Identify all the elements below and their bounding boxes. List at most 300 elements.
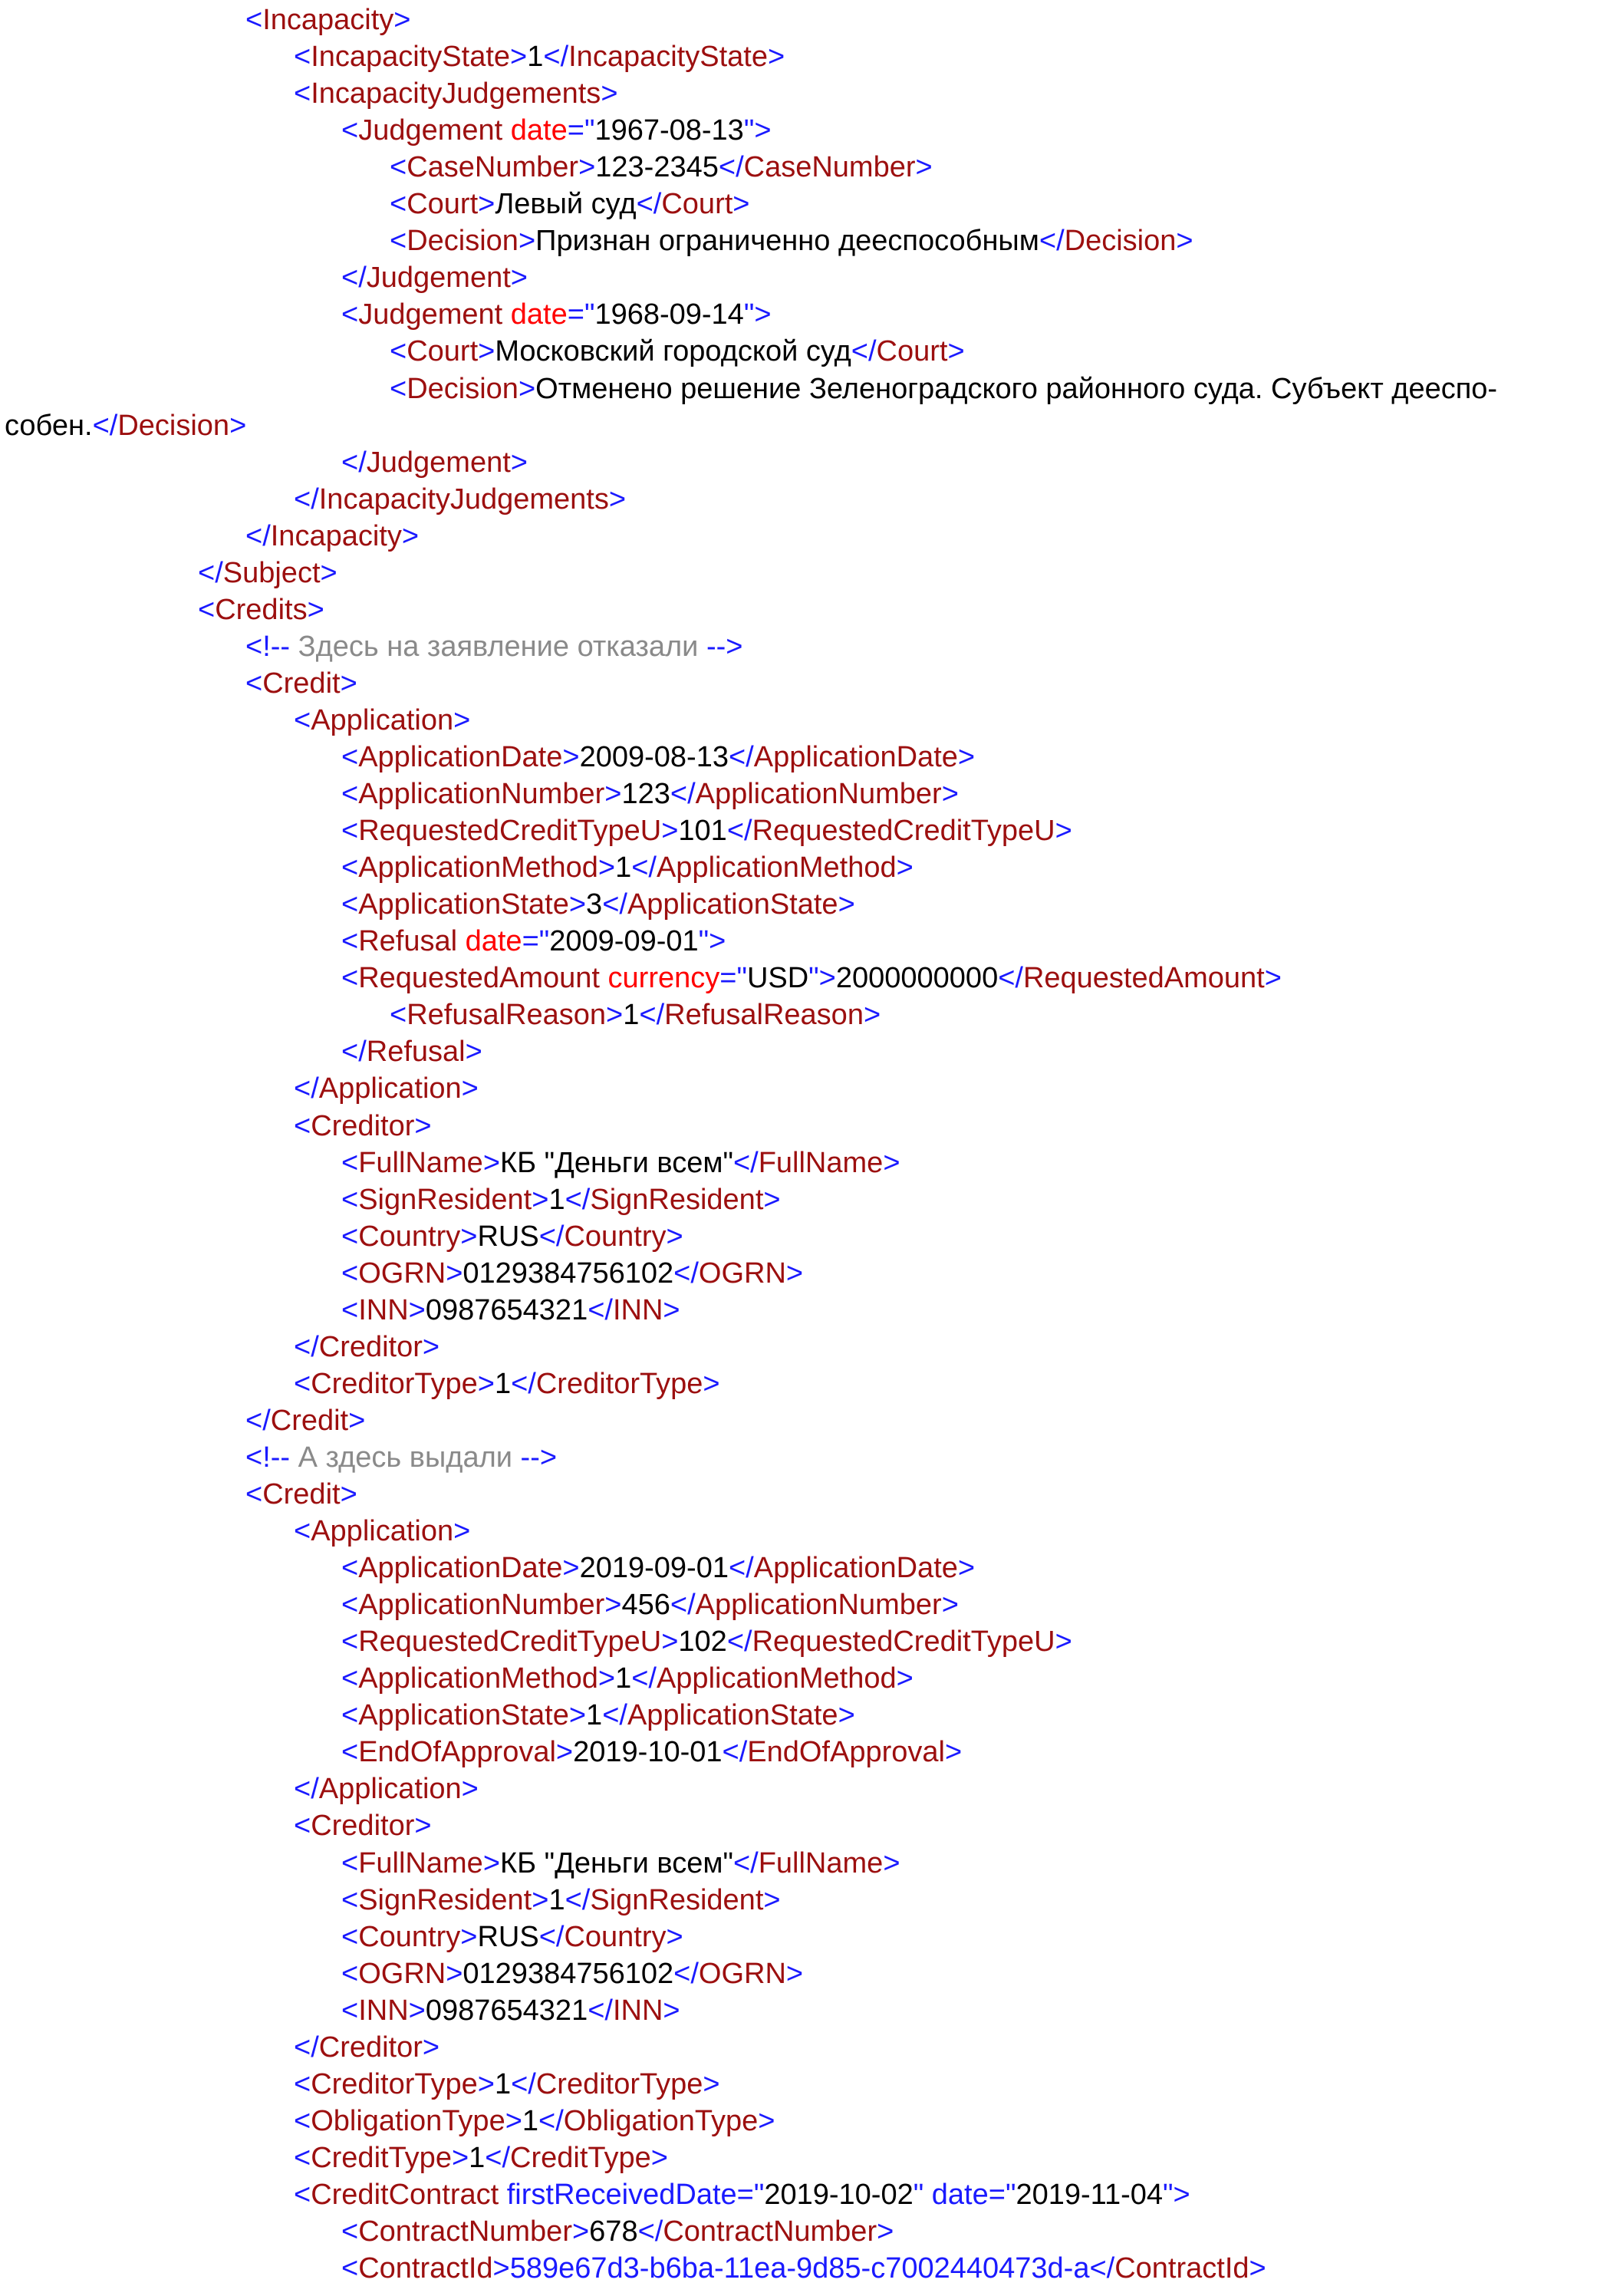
xml-punctuation: > (340, 1478, 357, 1510)
code-line (0, 186, 1623, 222)
xml-punctuation: > (915, 151, 933, 184)
xml-punctuation: <!-- (245, 1441, 291, 1474)
xml-punctuation: > (838, 1699, 855, 1732)
xml-tag-name: Country (358, 1220, 461, 1253)
xml-value: 1967-08-13 (594, 114, 744, 147)
xml-value: 0987654321 (425, 1293, 588, 1326)
xml-punctuation: > (453, 703, 471, 736)
code-line (0, 2066, 1623, 2103)
xml-punctuation: > (598, 1662, 616, 1695)
xml-tag-name: Application (318, 1773, 462, 1806)
xml-value: 1 (615, 852, 632, 884)
xml-punctuation: </ (565, 1183, 591, 1216)
xml-punctuation: </ (732, 1846, 759, 1879)
xml-punctuation: > (461, 1072, 479, 1105)
xml-punctuation: > (578, 151, 596, 184)
xml-punctuation: < (341, 2252, 359, 2285)
xml-tag-name: Credits (215, 593, 308, 626)
code-line (0, 407, 1623, 444)
xml-tag-name: ApplicationState (358, 888, 569, 921)
xml-punctuation: </ (294, 1072, 319, 1105)
xml-punctuation: < (198, 593, 216, 626)
xml-value: 678 (589, 2215, 638, 2248)
xml-tag-name: Creditor (311, 1109, 415, 1142)
xml-value: 2009-08-13 (579, 741, 729, 773)
xml-punctuation: < (341, 1957, 359, 1990)
xml-punctuation: > (461, 1773, 479, 1806)
xml-punctuation: </ (565, 1883, 591, 1916)
xml-tag-name: CreditorType (535, 1367, 703, 1400)
xml-value: 589e67d3-b6ba-11ea-9d85-c7002440473d-a (509, 2252, 1090, 2285)
xml-punctuation: > (571, 2215, 590, 2248)
xml-value: 2019-09-01 (579, 1552, 729, 1585)
xml-punctuation: =" (567, 114, 595, 147)
xml-value: КБ "Деньги всем" (500, 1146, 733, 1179)
xml-tag-name: IncapacityJudgements (318, 483, 609, 516)
xml-punctuation: </ (511, 1367, 536, 1400)
xml-tag-name: Application (311, 1515, 454, 1548)
xml-punctuation: =" (719, 962, 747, 995)
xml-tag-name: Judgement (366, 262, 511, 295)
code-line (0, 665, 1623, 702)
xml-punctuation: < (341, 1883, 359, 1916)
xml-tag-name: FullName (358, 1846, 483, 1879)
xml-tag-name: Creditor (318, 2031, 423, 2064)
code-line (0, 149, 1623, 186)
xml-value: 101 (678, 815, 727, 848)
xml-value: 2019-10-01 (573, 1736, 723, 1769)
xml-tag-name: Decision (117, 409, 230, 442)
xml-punctuation: </ (538, 1920, 565, 1953)
xml-tag-name: ApplicationMethod (656, 852, 897, 884)
code-line (0, 1145, 1623, 1181)
xml-punctuation: > (944, 1736, 963, 1769)
xml-punctuation: > (763, 1183, 781, 1216)
xml-punctuation: > (957, 1552, 976, 1585)
code-line (0, 1033, 1623, 1070)
xml-tag-name: Court (407, 188, 479, 221)
xml-punctuation: < (341, 1146, 359, 1179)
xml-tag-name: ContractNumber (663, 2215, 877, 2248)
code-line (0, 1955, 1623, 1992)
xml-punctuation: </ (294, 1330, 319, 1363)
code-line (0, 1623, 1623, 1660)
xml-punctuation: < (294, 1367, 311, 1400)
xml-punctuation: < (341, 1994, 359, 2027)
xml-punctuation: "> (743, 298, 772, 331)
xml-tag-name: CreditorType (311, 2067, 478, 2100)
xml-punctuation: > (703, 2067, 720, 2100)
xml-punctuation: < (341, 1589, 359, 1622)
code-line (0, 849, 1623, 886)
xml-value: Отменено решение Зеленоградского районного суда. Субъект дееспо- (535, 372, 1498, 405)
xml-punctuation: </ (602, 1699, 627, 1732)
xml-punctuation: < (294, 77, 311, 110)
xml-punctuation: > (532, 1183, 549, 1216)
xml-value: 0987654321 (425, 1994, 588, 2027)
xml-tag-name: CaseNumber (743, 151, 916, 184)
xml-punctuation: > (307, 593, 324, 626)
xml-tag-name: Country (564, 1220, 667, 1253)
xml-punctuation: < (341, 1699, 359, 1732)
xml-tag-name: OGRN (358, 1257, 446, 1290)
xml-punctuation: < (341, 1736, 359, 1769)
xml-tag-name: OGRN (358, 1957, 446, 1990)
xml-tag-name: Application (318, 1072, 462, 1105)
xml-punctuation: < (341, 962, 359, 995)
xml-punctuation: > (1176, 225, 1193, 258)
xml-punctuation: < (390, 225, 407, 258)
xml-punctuation: > (477, 2067, 495, 2100)
xml-tag-name: ApplicationState (627, 1699, 838, 1732)
xml-tag-name: Country (564, 1920, 667, 1953)
xml-punctuation: < (294, 1109, 311, 1142)
xml-tag-name: ContractId (358, 2252, 493, 2285)
code-line (0, 628, 1623, 665)
xml-tag-name: ApplicationNumber (695, 1589, 942, 1622)
xml-punctuation: > (785, 1257, 804, 1290)
xml-punctuation: < (341, 2215, 359, 2248)
xml-value: 1 (469, 2141, 486, 2174)
xml-punctuation: <!-- (245, 630, 291, 663)
code-line (0, 2250, 1623, 2287)
code-line (0, 1476, 1623, 1513)
xml-tag-name: Incapacity (262, 4, 394, 36)
xml-punctuation: > (477, 1367, 495, 1400)
xml-tag-name: ApplicationDate (753, 1552, 958, 1585)
xml-value: 1 (548, 1183, 565, 1216)
xml-punctuation: </ (538, 2104, 564, 2137)
xml-value: 1 (494, 1367, 512, 1400)
xml-tag-name: Decision (407, 372, 519, 405)
xml-tag-name: Credit (270, 1404, 349, 1437)
xml-value: RUS (477, 1220, 539, 1253)
xml-tag-name: INN (612, 1994, 663, 2027)
xml-value: USD (746, 962, 809, 995)
xml-punctuation: > (601, 77, 618, 110)
xml-punctuation: < (341, 1920, 359, 1953)
xml-tag-name: SignResident (590, 1883, 764, 1916)
xml-tag-name: RefusalReason (407, 999, 607, 1032)
code-line (0, 1255, 1623, 1292)
xml-punctuation: > (604, 778, 622, 811)
xml-tag-name: ApplicationNumber (358, 778, 605, 811)
xml-tag-name: OGRN (698, 1957, 786, 1990)
xml-value: 1 (615, 1662, 632, 1695)
code-line (0, 1402, 1623, 1439)
xml-punctuation: > (482, 1846, 501, 1879)
xml-tag-name: ApplicationMethod (656, 1662, 897, 1695)
xml-punctuation: > (767, 41, 785, 74)
xml-punctuation: < (341, 741, 359, 773)
xml-tag-name: SignResident (358, 1183, 532, 1216)
xml-punctuation: > (340, 667, 357, 700)
xml-punctuation: > (863, 999, 881, 1032)
xml-punctuation: </ (851, 335, 877, 368)
xml-attribute-name: date (510, 114, 568, 147)
xml-punctuation: </ (294, 1773, 319, 1806)
code-line (0, 1992, 1623, 2029)
xml-tag-name: Decision (407, 225, 519, 258)
xml-punctuation: < (341, 1220, 359, 1253)
xml-tag-name: RefusalReason (664, 999, 864, 1032)
xml-punctuation: > (1264, 962, 1282, 995)
xml-tag-name: RequestedCreditTypeU (358, 1626, 662, 1659)
xml-tag-name: ApplicationNumber (695, 778, 942, 811)
xml-tag-name: RequestedCreditTypeU (752, 815, 1055, 848)
xml-attribute-name: currency (607, 962, 720, 995)
xml-punctuation: > (505, 2104, 522, 2137)
xml-punctuation: > (348, 1404, 366, 1437)
xml-value: Признан ограниченно дееспособным (535, 225, 1039, 258)
xml-punctuation: > (941, 1589, 959, 1622)
xml-tag-name: CaseNumber (407, 151, 579, 184)
xml-punctuation: < (341, 1257, 359, 1290)
code-line (0, 996, 1623, 1033)
xml-punctuation: < (294, 2067, 311, 2100)
xml-punctuation: > (568, 888, 587, 921)
xml-tag-name: ApplicationDate (358, 741, 563, 773)
xml-tag-name: IncapacityJudgements (311, 77, 601, 110)
code-line (0, 222, 1623, 259)
xml-punctuation: "> (808, 962, 836, 995)
xml-tag-name: Country (358, 1920, 461, 1953)
xml-punctuation: > (446, 1257, 463, 1290)
code-line (0, 1181, 1623, 1218)
xml-punctuation: < (294, 2141, 311, 2174)
xml-tag-name: CreditType (311, 2141, 452, 2174)
xml-value: 2019-11-04 (1016, 2178, 1163, 2211)
xml-punctuation: </ (245, 519, 271, 552)
xml-punctuation: > (838, 888, 855, 921)
xml-punctuation: </ (631, 1662, 657, 1695)
code-line (0, 444, 1623, 481)
xml-tag-name: Incapacity (270, 519, 402, 552)
xml-punctuation: --> (706, 630, 743, 663)
xml-tag-name: Credit (262, 1478, 341, 1510)
xml-punctuation: < (341, 925, 359, 958)
code-line (0, 1882, 1623, 1919)
xml-punctuation: > (785, 1957, 804, 1990)
xml-tag-name: INN (612, 1293, 663, 1326)
xml-punctuation: </ (198, 556, 223, 589)
xml-punctuation: > (555, 1736, 574, 1769)
xml-punctuation: " (913, 2178, 932, 2211)
xml-punctuation: </ (294, 483, 319, 516)
xml-punctuation: </ (637, 2215, 663, 2248)
xml-punctuation: > (482, 1146, 501, 1179)
xml-punctuation: </ (341, 262, 367, 295)
xml-punctuation: </ (726, 1626, 752, 1659)
code-line (0, 481, 1623, 518)
xml-punctuation: > (414, 1109, 432, 1142)
xml-tag-name: Subject (222, 556, 321, 589)
code-line (0, 1697, 1623, 1734)
xml-punctuation: < (341, 852, 359, 884)
xml-punctuation: < (294, 1810, 311, 1843)
xml-punctuation: > (408, 1994, 426, 2027)
xml-tag-name: ApplicationState (627, 888, 838, 921)
xml-punctuation: > (460, 1220, 478, 1253)
xml-tag-name: OGRN (698, 1257, 786, 1290)
code-line (0, 1365, 1623, 1402)
xml-punctuation: </ (728, 1552, 754, 1585)
xml-value: 0129384756102 (463, 1257, 674, 1290)
xml-punctuation: </ (543, 41, 569, 74)
xml-punctuation: > (666, 1220, 683, 1253)
code-line (0, 112, 1623, 149)
xml-punctuation: > (758, 2104, 775, 2137)
xml-punctuation: </ (341, 1036, 367, 1069)
xml-punctuation: > (453, 1515, 471, 1548)
code-line (0, 1292, 1623, 1329)
xml-value: Московский городской суд (495, 335, 851, 368)
code-line (0, 1807, 1623, 1844)
xml-value: 1 (548, 1883, 565, 1916)
xml-punctuation: </ (294, 2031, 319, 2064)
xml-punctuation: </ (673, 1257, 699, 1290)
xml-punctuation: > (451, 2141, 469, 2174)
code-line (0, 2176, 1623, 2213)
code-line (0, 591, 1623, 628)
code-line (0, 1845, 1623, 1882)
xml-punctuation: > (414, 1810, 432, 1843)
xml-punctuation: < (341, 815, 359, 848)
xml-attribute-name: firstReceivedDate (506, 2178, 737, 2211)
code-line (0, 333, 1623, 370)
xml-punctuation: > (229, 409, 247, 442)
xml-punctuation: </ (588, 1293, 613, 1326)
xml-punctuation: > (460, 1920, 478, 1953)
xml-punctuation: < (245, 667, 263, 700)
xml-value: 0129384756102 (463, 1957, 674, 1990)
code-line (0, 1070, 1623, 1107)
xml-punctuation: < (294, 1515, 311, 1548)
xml-punctuation: > (763, 1883, 781, 1916)
xml-punctuation: </ (485, 2141, 511, 2174)
xml-tag-name: Judgement (366, 446, 511, 479)
code-line (0, 1439, 1623, 1476)
xml-tag-name: SignResident (358, 1883, 532, 1916)
code-line (0, 702, 1623, 739)
xml-punctuation: > (408, 1293, 426, 1326)
xml-punctuation: > (510, 262, 528, 295)
xml-tag-name: EndOfApproval (747, 1736, 945, 1769)
xml-punctuation: </ (670, 1589, 696, 1622)
xml-punctuation: "> (743, 114, 772, 147)
xml-tag-name: IncapacityState (568, 41, 768, 74)
xml-punctuation: </ (728, 741, 754, 773)
xml-tag-name: ApplicationState (358, 1699, 569, 1732)
xml-value: 2009-09-01 (549, 925, 699, 958)
xml-punctuation: < (341, 888, 359, 921)
xml-punctuation: </ (639, 999, 665, 1032)
xml-punctuation: </ (92, 409, 118, 442)
xml-punctuation: </ (1039, 225, 1065, 258)
code-line (0, 1218, 1623, 1255)
xml-punctuation: < (341, 1846, 359, 1879)
xml-tag-name: Credit (262, 667, 341, 700)
xml-punctuation: > (947, 335, 965, 368)
xml-punctuation: > (663, 1293, 680, 1326)
xml-punctuation: < (245, 1478, 263, 1510)
xml-punctuation: </ (998, 962, 1023, 995)
xml-value: 102 (678, 1626, 727, 1659)
xml-value: 1 (522, 2104, 539, 2137)
xml-punctuation: </ (511, 2067, 536, 2100)
xml-punctuation: < (341, 1183, 359, 1216)
xml-punctuation: > (518, 225, 536, 258)
xml-punctuation: > (1055, 815, 1072, 848)
code-line (0, 1329, 1623, 1365)
xml-punctuation: </ (245, 1404, 271, 1437)
xml-punctuation: > (883, 1146, 900, 1179)
xml-tag-name: Creditor (318, 1330, 423, 1363)
xml-value: 1 (623, 999, 640, 1032)
code-line (0, 1513, 1623, 1550)
code-line (0, 812, 1623, 849)
xml-punctuation: > (510, 41, 528, 74)
xml-punctuation: =" (567, 298, 595, 331)
xml-value: 123 (621, 778, 670, 811)
xml-punctuation: </ (722, 1736, 748, 1769)
xml-punctuation: < (390, 151, 407, 184)
xml-punctuation: < (341, 1626, 359, 1659)
xml-punctuation: < (341, 1662, 359, 1695)
xml-punctuation: --> (520, 1441, 558, 1474)
xml-punctuation: </ (631, 852, 657, 884)
xml-punctuation: </ (670, 778, 696, 811)
code-line (0, 1771, 1623, 1807)
xml-tag-name: Judgement (358, 114, 511, 147)
xml-punctuation: > (604, 1589, 622, 1622)
code-line (0, 2213, 1623, 2250)
xml-tag-name: ApplicationDate (753, 741, 958, 773)
xml-punctuation: < (341, 298, 359, 331)
xml-tag-name: CreditorType (535, 2067, 703, 2100)
code-line (0, 1550, 1623, 1586)
xml-punctuation: > (465, 1036, 482, 1069)
xml-punctuation: > (393, 4, 411, 36)
xml-punctuation: > (492, 2252, 510, 2285)
code-line (0, 886, 1623, 923)
xml-punctuation: < (294, 41, 311, 74)
xml-punctuation: > (661, 1626, 679, 1659)
xml-punctuation: </ (718, 151, 744, 184)
xml-punctuation: </ (673, 1957, 699, 1990)
xml-tag-name: ObligationType (563, 2104, 759, 2137)
xml-tag-name: INN (358, 1293, 409, 1326)
xml-tag-name: SignResident (590, 1183, 764, 1216)
xml-value: КБ "Деньги всем" (500, 1846, 733, 1879)
xml-punctuation: > (562, 1552, 580, 1585)
xml-punctuation: < (390, 372, 407, 405)
xml-attribute-name: date (465, 925, 522, 958)
xml-tag-name: RequestedAmount (358, 962, 608, 995)
xml-value: 2000000000 (835, 962, 999, 995)
code-line (0, 1734, 1623, 1771)
xml-tag-name: FullName (758, 1146, 884, 1179)
code-line (0, 38, 1623, 75)
xml-punctuation: > (510, 446, 528, 479)
xml-punctuation: > (320, 556, 337, 589)
xml-tag-name: ContractNumber (358, 2215, 572, 2248)
xml-tag-name: RequestedCreditTypeU (752, 1626, 1055, 1659)
xml-tag-name: CreditContract (311, 2178, 507, 2211)
xml-value: 1 (494, 2067, 512, 2100)
xml-punctuation: > (422, 2031, 440, 2064)
xml-punctuation: > (703, 1367, 720, 1400)
